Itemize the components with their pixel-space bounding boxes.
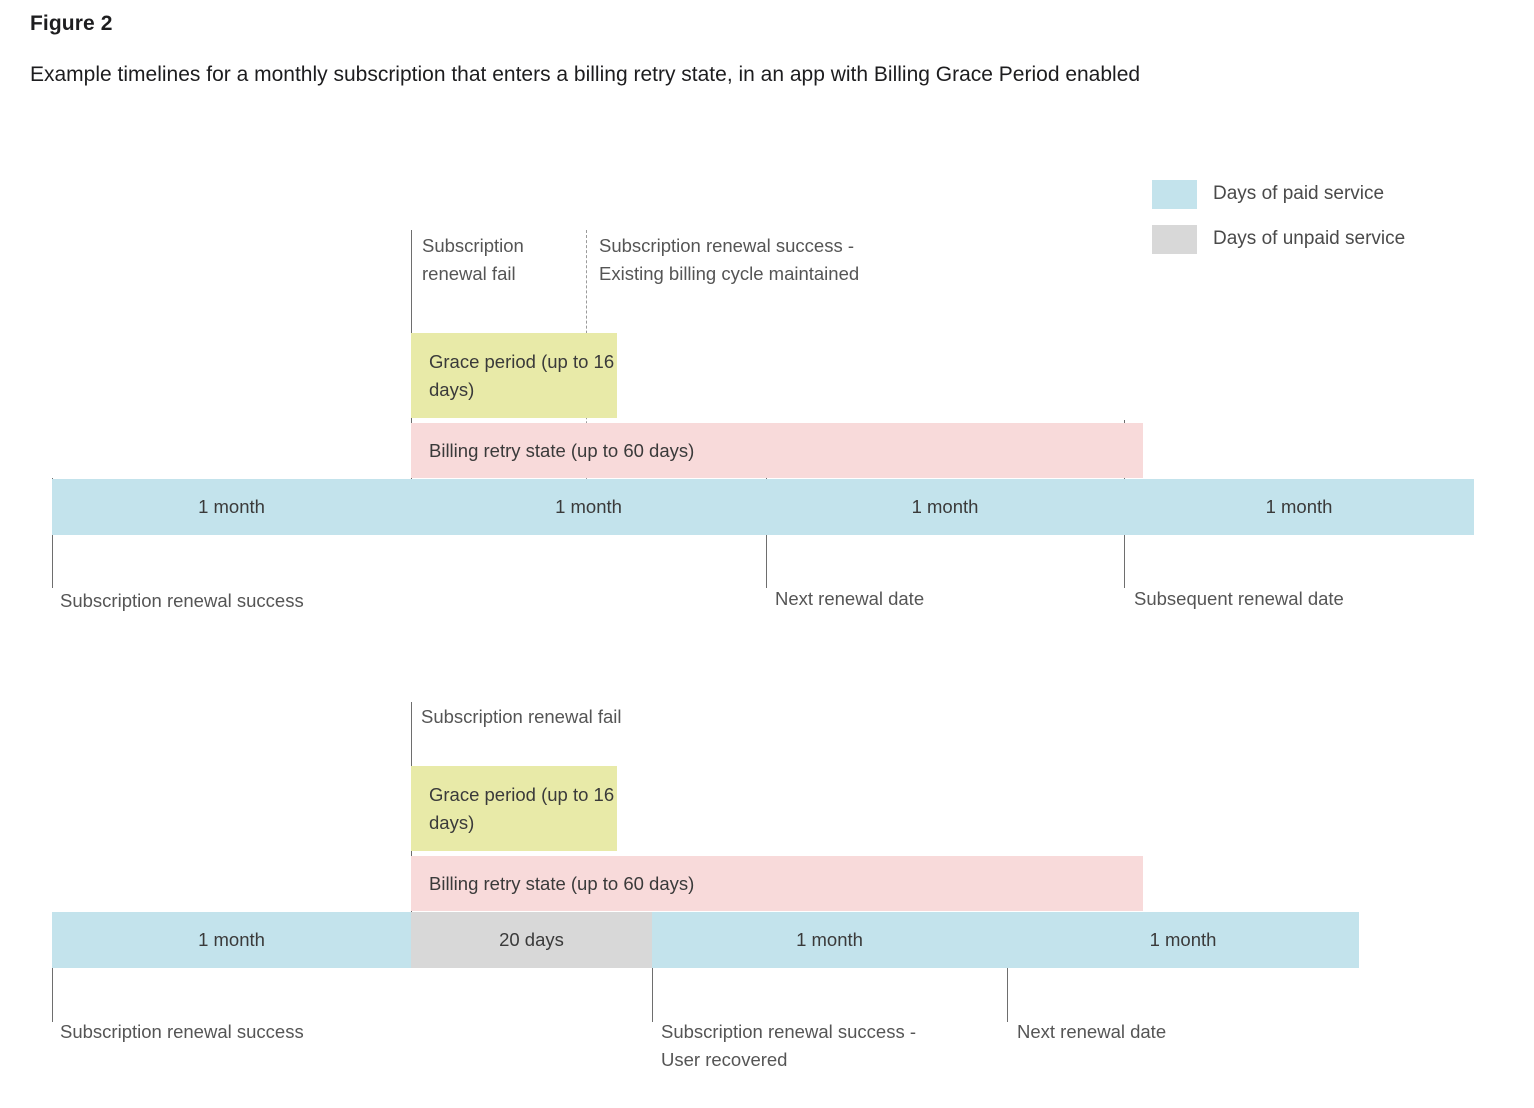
- timeline1-segment-4: 1 month: [1124, 479, 1474, 535]
- timeline1-segment-1: 1 month: [52, 479, 411, 535]
- timeline1-renewal-fail-note: Subscription renewal fail: [422, 235, 524, 284]
- timeline2-segment-3: 1 month: [652, 912, 1007, 968]
- timeline2-segment-2: 20 days: [411, 912, 652, 968]
- timeline2-segment-4: 1 month: [1007, 912, 1359, 968]
- paid-swatch-icon: [1152, 180, 1197, 209]
- legend: [1152, 178, 1405, 268]
- timeline1-segment-2: 1 month: [411, 479, 766, 535]
- timeline1-segment-3: 1 month: [766, 479, 1124, 535]
- timeline1-start-note: Subscription renewal success: [60, 590, 304, 611]
- figure-label: Figure 2: [30, 12, 113, 35]
- timeline2-grace-band: Grace period (up to 16 days): [411, 766, 617, 851]
- timeline2-recovered-note: Subscription renewal success - User recovered: [661, 1021, 916, 1070]
- timeline1-renewal-success-note: Subscription renewal success - Existing billing cycle maintained: [599, 235, 860, 284]
- timeline2-retry-band: Billing retry state (up to 60 days): [411, 856, 1143, 911]
- legend-item-paid: [1152, 178, 1405, 210]
- unpaid-swatch-icon: [1152, 225, 1197, 254]
- timeline1-subsequent-renewal-note: Subsequent renewal date: [1134, 588, 1344, 609]
- legend-label-unpaid: Days of unpaid service: [1213, 228, 1406, 249]
- timeline2-start-note: Subscription renewal success: [60, 1021, 304, 1042]
- timeline1-retry-band: Billing retry state (up to 60 days): [411, 423, 1143, 478]
- timeline1-grace-band: Grace period (up to 16 days): [411, 333, 617, 418]
- legend-label-paid: Days of paid service: [1213, 183, 1385, 204]
- timeline2-next-renewal-note: Next renewal date: [1017, 1021, 1167, 1042]
- timeline2-renewal-fail-note: Subscription renewal fail: [421, 706, 622, 727]
- timeline2-segment-1: 1 month: [52, 912, 411, 968]
- figure-caption: Example timelines for a monthly subscription that enters a billing retry state, in an app with Billing Grace Period enabled: [30, 63, 1141, 86]
- timeline1-next-renewal-note: Next renewal date: [775, 588, 925, 609]
- legend-item-unpaid: [1152, 223, 1405, 255]
